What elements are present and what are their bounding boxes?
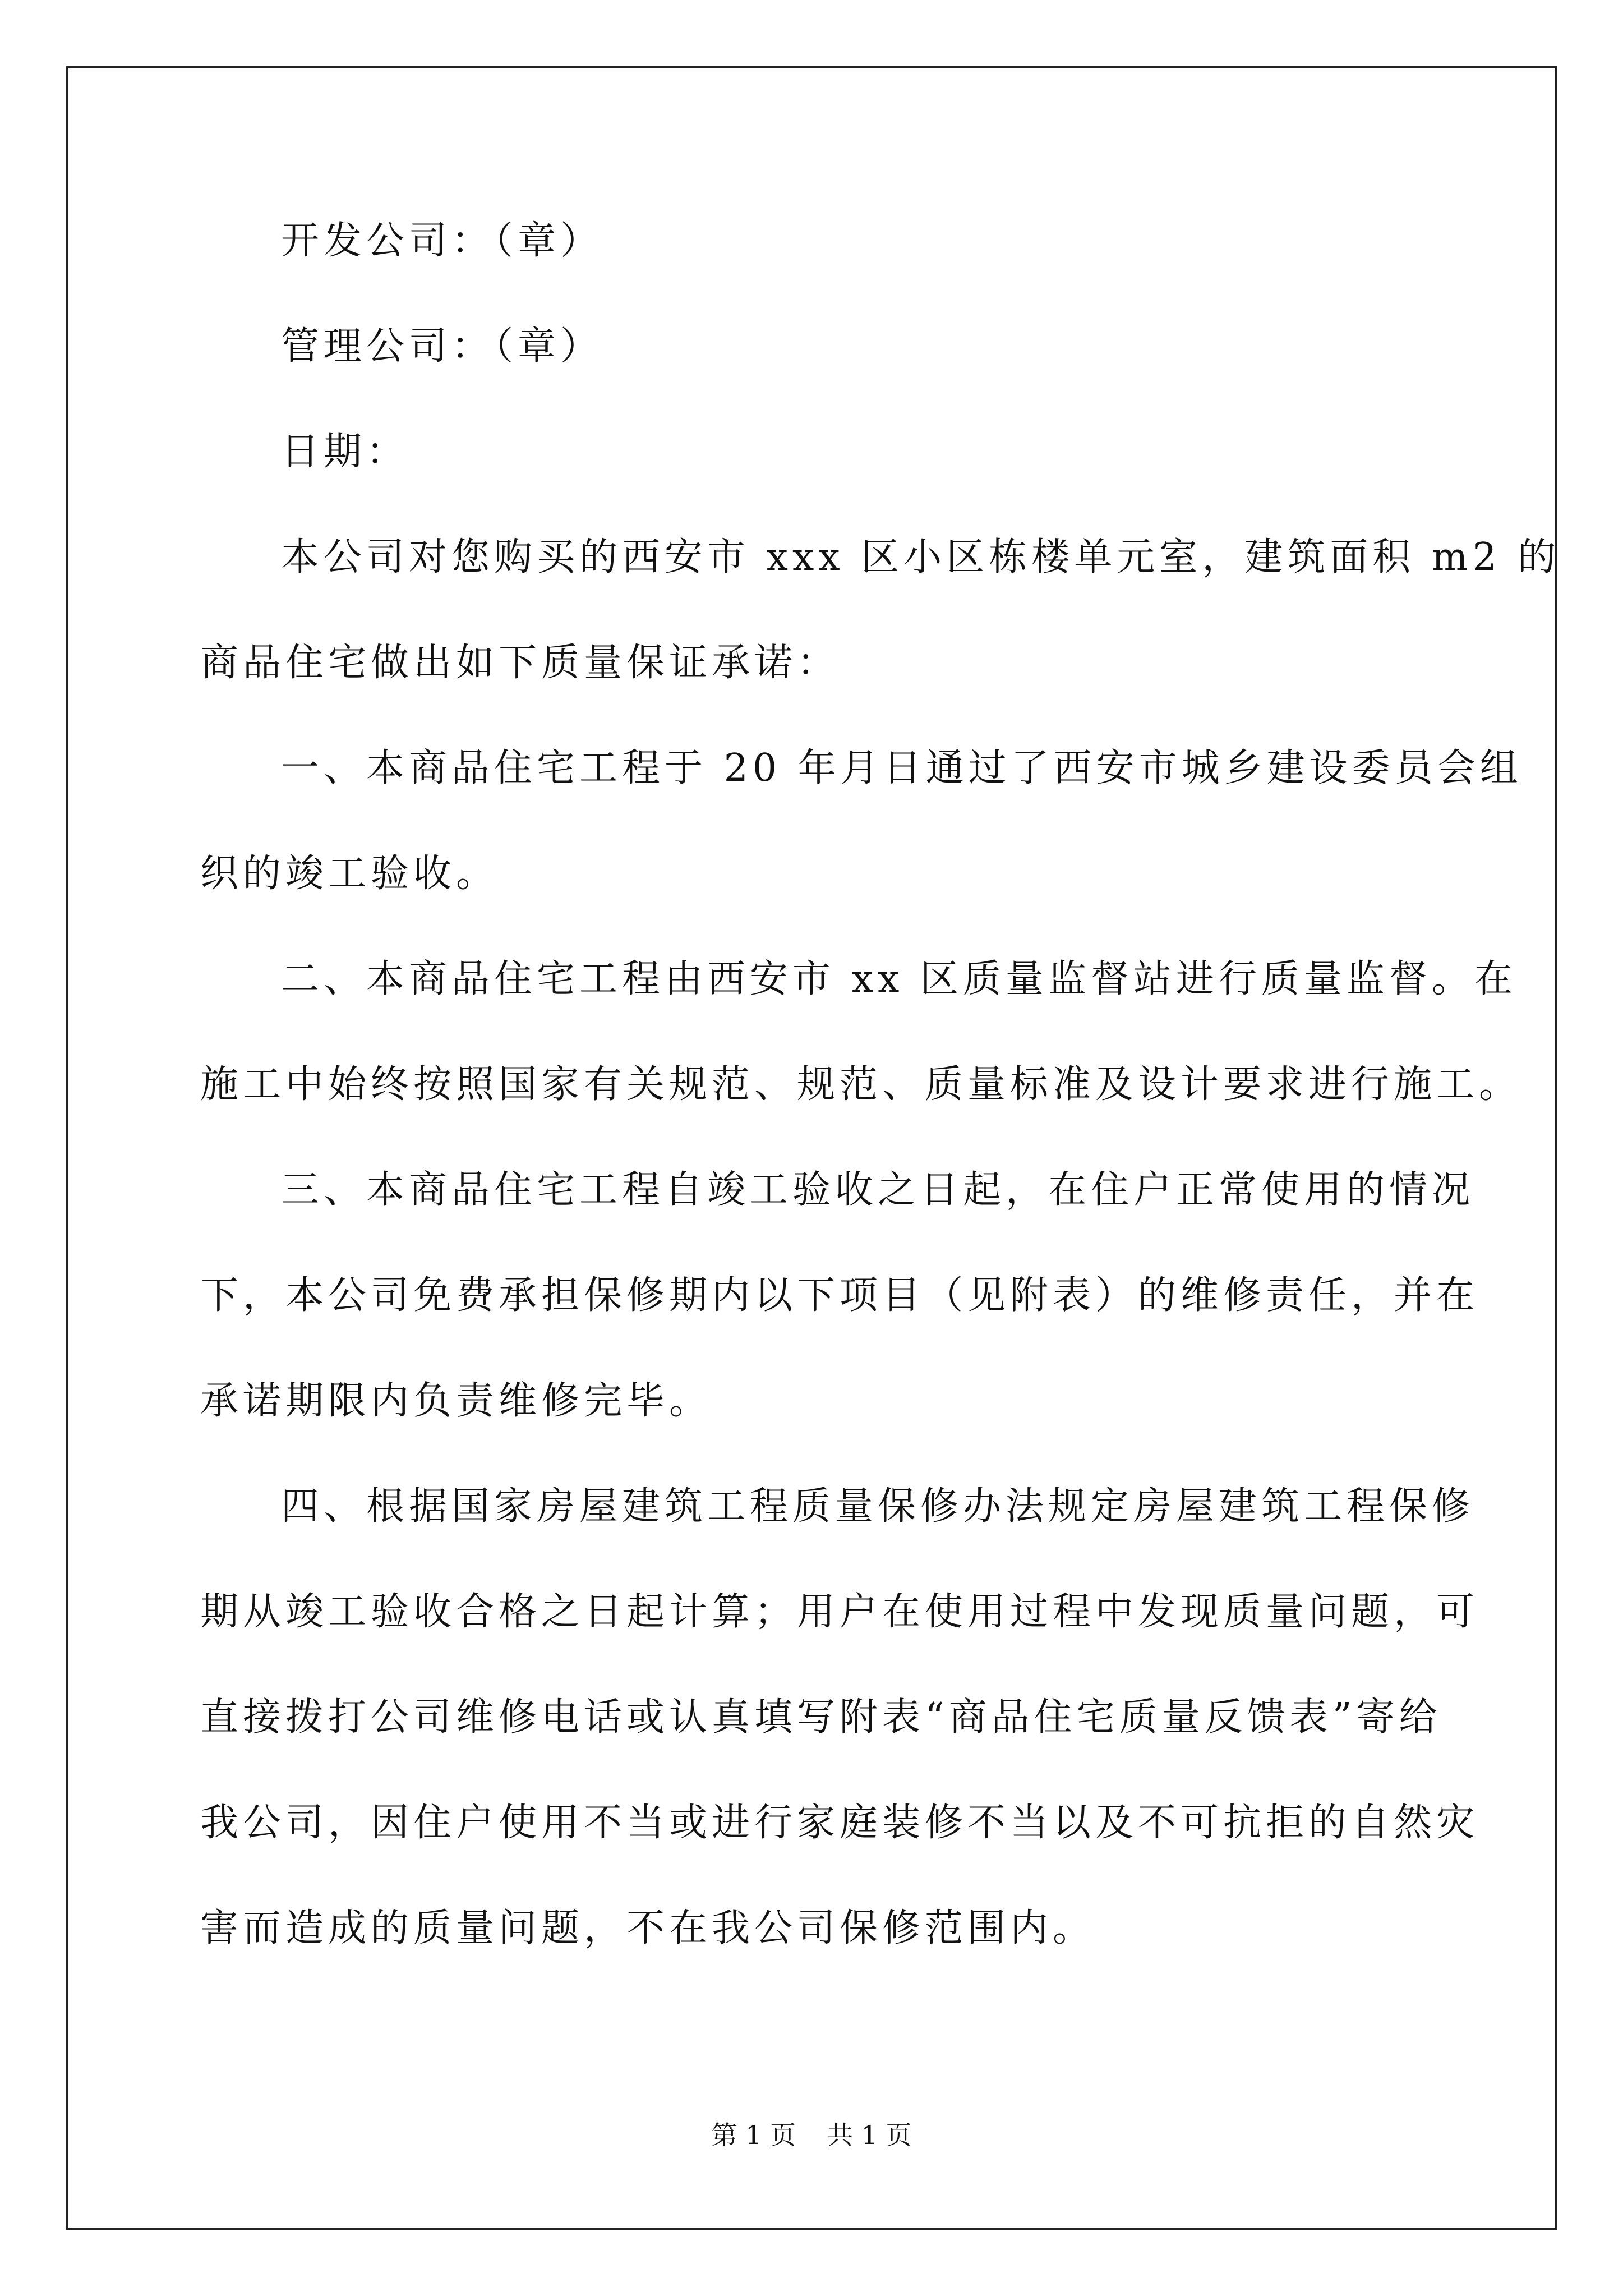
- clause-two-line-1: 二、本商品住宅工程由西安市 xx 区质量监督站进行质量监督。在: [281, 957, 1517, 1001]
- clause-three-line-2: 下，本公司免费承担保修期内以下项目（见附表）的维修责任，并在: [200, 1273, 1479, 1318]
- intro-paragraph-line-2: 商品住宅做出如下质量保证承诺：: [200, 641, 840, 685]
- page-frame: [66, 66, 1557, 2230]
- date-line: 日期：: [281, 430, 409, 474]
- clause-four-line-2: 期从竣工验收合格之日起计算；用户在使用过程中发现质量问题，可: [200, 1590, 1479, 1634]
- clause-one-line-1: 一、本商品住宅工程于 20 年月日通过了西安市城乡建设委员会组: [281, 746, 1523, 790]
- clause-four-line-3: 直接拨打公司维修电话或认真填写附表“商品住宅质量反馈表”寄给: [200, 1695, 1442, 1740]
- clause-four-line-4: 我公司，因住户使用不当或进行家庭装修不当以及不可抗拒的自然灾: [200, 1801, 1479, 1845]
- developer-stamp-line: 开发公司：（章）: [281, 219, 603, 263]
- clause-three-line-3: 承诺期限内负责维修完毕。: [200, 1379, 712, 1423]
- clause-four-line-1: 四、根据国家房屋建筑工程质量保修办法规定房屋建筑工程保修: [281, 1484, 1475, 1529]
- manager-stamp-line: 管理公司：（章）: [281, 324, 603, 369]
- clause-four-line-5: 害而造成的质量问题，不在我公司保修范围内。: [200, 1906, 1096, 1950]
- page-footer: [0, 2119, 1623, 2151]
- page-total: 共 1 页: [827, 2120, 912, 2150]
- intro-paragraph-line-1: 本公司对您购买的西安市 xxx 区小区栋楼单元室，建筑面积 m2 的: [281, 535, 1561, 579]
- clause-three-line-1: 三、本商品住宅工程自竣工验收之日起，在住户正常使用的情况: [281, 1168, 1475, 1212]
- clause-one-line-2: 织的竣工验收。: [200, 852, 499, 896]
- clause-two-line-2: 施工中始终按照国家有关规范、规范、质量标准及设计要求进行施工。: [200, 1062, 1522, 1107]
- page-number: 第 1 页: [711, 2120, 796, 2150]
